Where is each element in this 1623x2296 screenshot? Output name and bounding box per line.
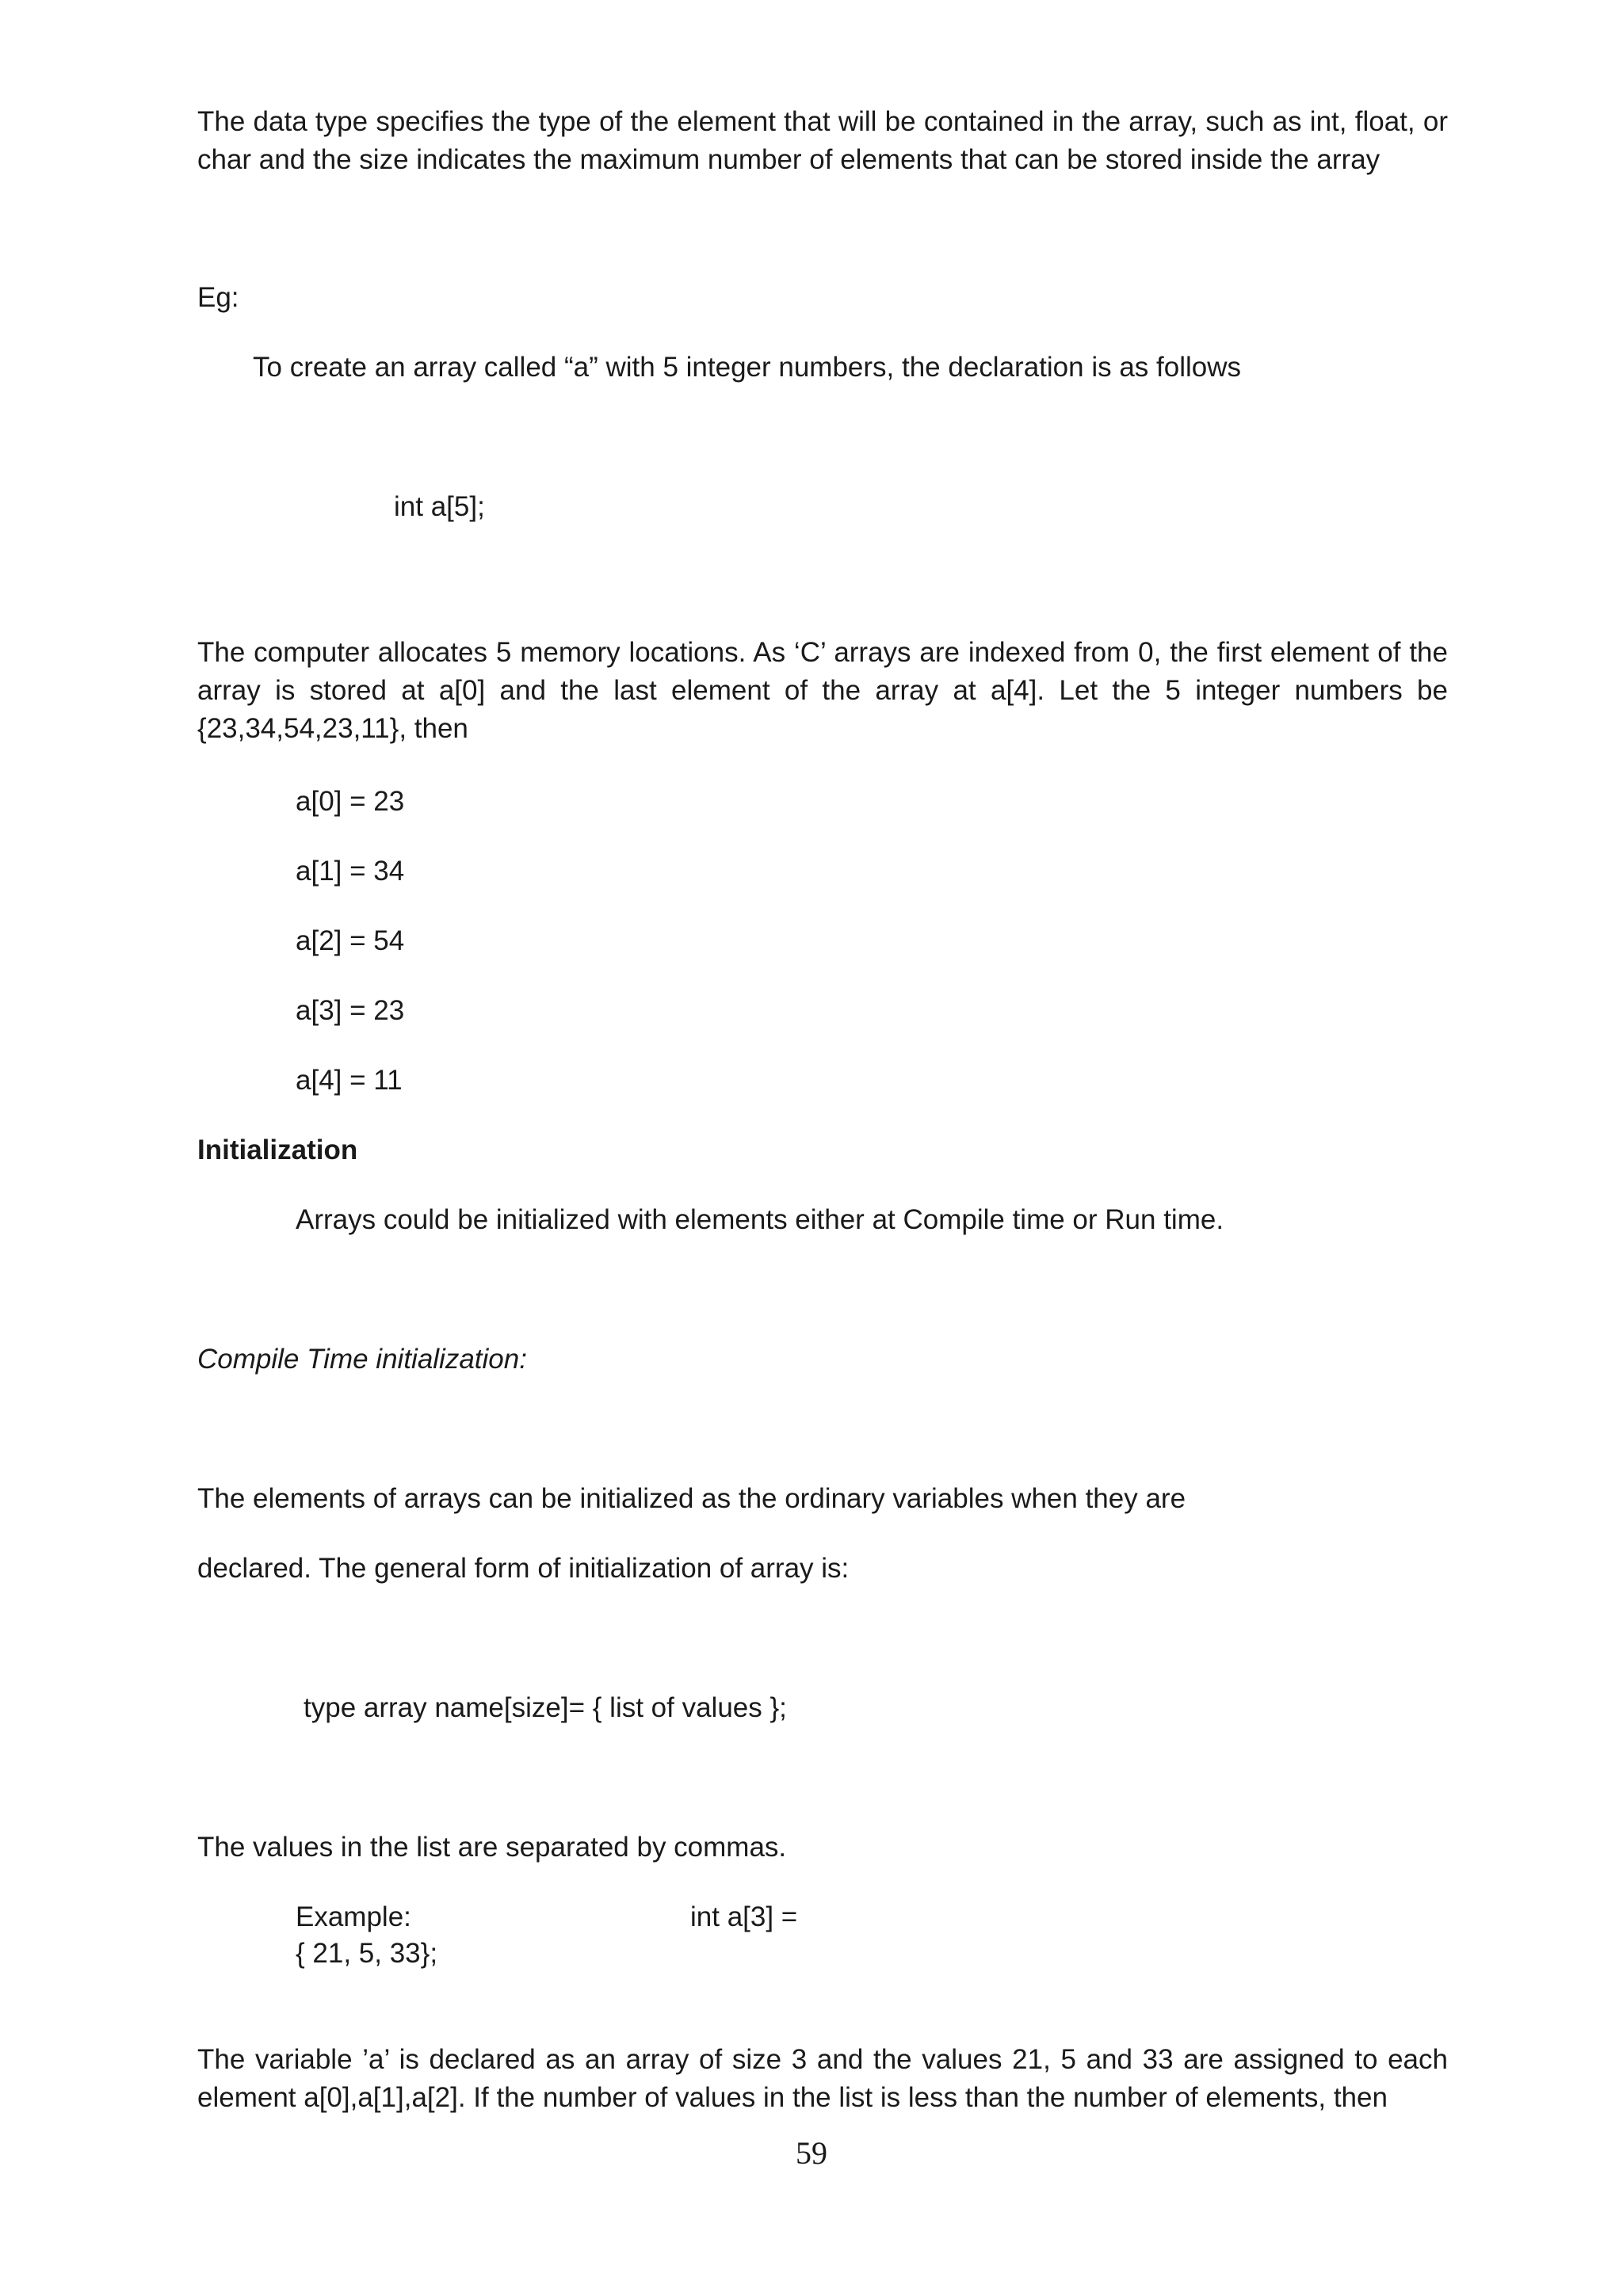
eg-label: Eg: — [197, 282, 239, 313]
elements-line-2: declared. The general form of initialization of array is: — [197, 1553, 850, 1584]
assignment-line: a[2] = 54 — [296, 925, 405, 956]
assignment-line: a[4] = 11 — [296, 1065, 403, 1096]
assignment-line: a[3] = 23 — [296, 995, 405, 1026]
intro-paragraph: The data type specifies the type of the element that will be contained in the array, such as int, float, or char and the size indicates the maximum number of elements that can be stored inside the array — [197, 106, 1448, 175]
general-form-code: type array name[size]= { list of values }; — [304, 1692, 787, 1723]
example-code-part1: int a[3] = — [690, 1901, 798, 1932]
initialization-heading: Initialization — [197, 1135, 358, 1165]
example-label: Example: — [296, 1901, 411, 1932]
compile-time-heading: Compile Time initialization: — [197, 1344, 527, 1375]
assignment-line: a[0] = 23 — [296, 786, 405, 817]
page-number: 59 — [796, 2135, 827, 2171]
assignment-line: a[1] = 34 — [296, 856, 405, 887]
allocation-paragraph: The computer allocates 5 memory locations. As ‘C’ arrays are indexed from 0, the first element of the array is stored at a[0] and the last element of the array at a[4]. Let the 5 integer numbers be {23,34,54,23,11}, then — [197, 637, 1448, 744]
eg-text: To create an array called “a” with 5 integer numbers, the declaration is as follows — [253, 352, 1241, 383]
values-text: The values in the list are separated by commas. — [197, 1832, 787, 1863]
example-code-part2: { 21, 5, 33}; — [296, 1938, 438, 1969]
initialization-text: Arrays could be initialized with elements either at Compile time or Run time. — [296, 1204, 1224, 1235]
final-paragraph: The variable ’a’ is declared as an array of size 3 and the values 21, 5 and 33 are assigned to each element a[0],a[1],a[2]. If the number of values in the list is less than the number of elements, then — [197, 2044, 1448, 2113]
elements-line-1: The elements of arrays can be initialized as the ordinary variables when they are — [197, 1483, 1186, 1514]
declaration-code: int a[5]; — [394, 491, 485, 522]
